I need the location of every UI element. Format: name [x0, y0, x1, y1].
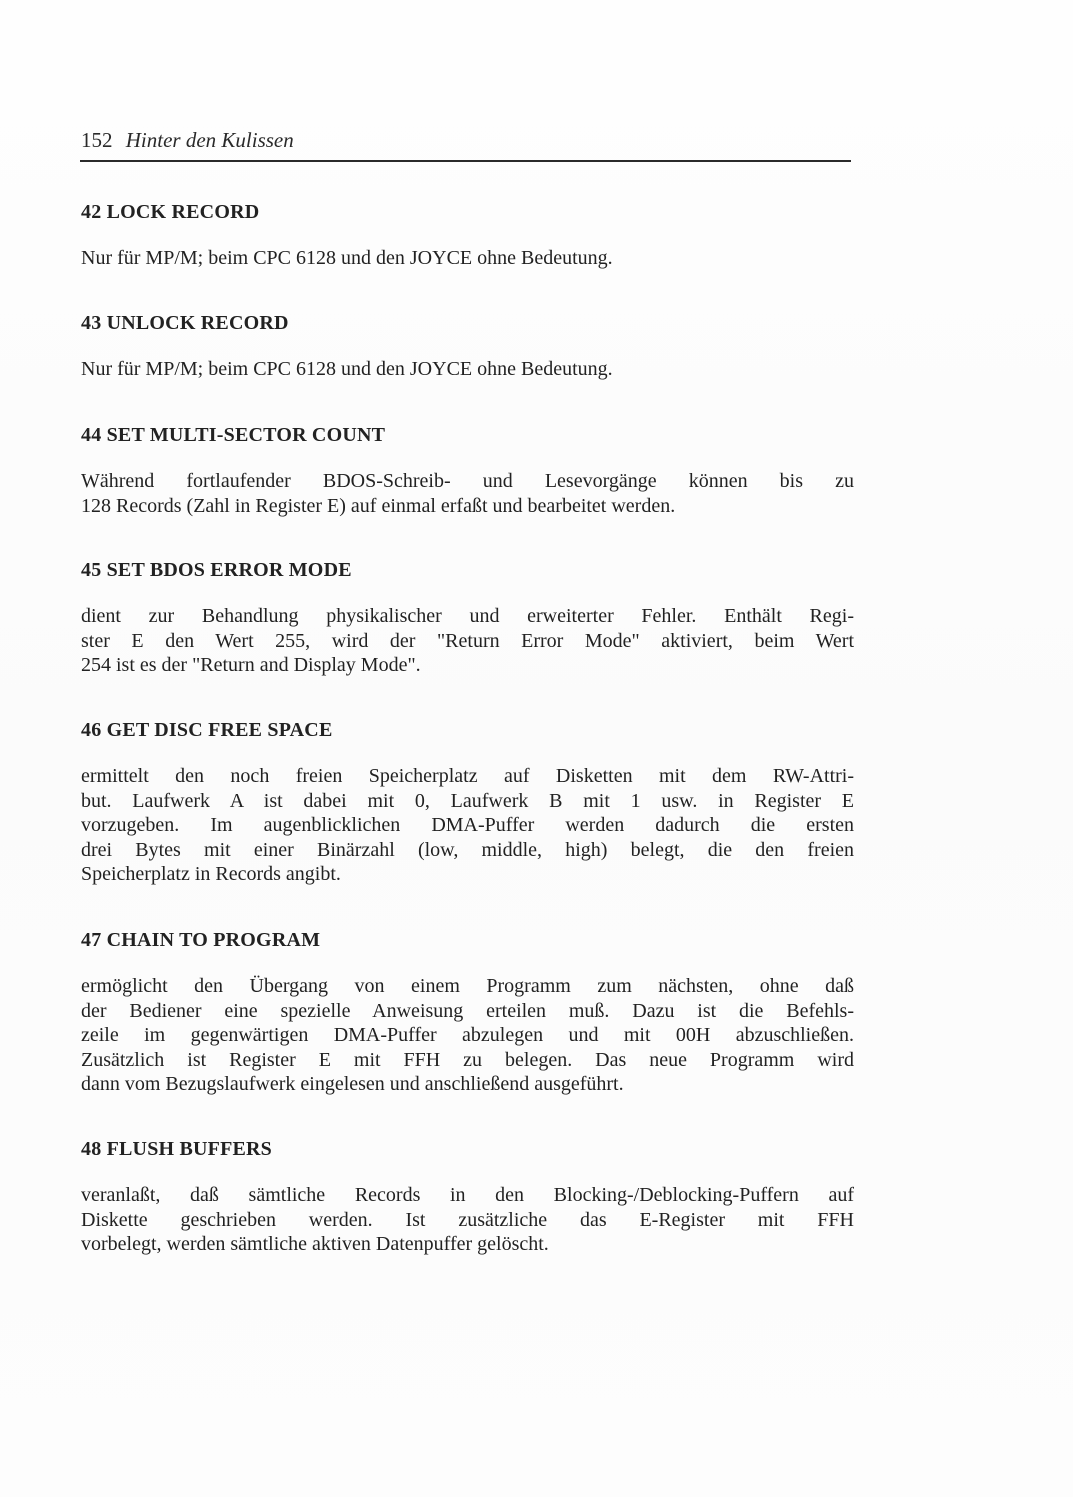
body-line: Diskette geschrieben werden. Ist zusätzliche das E-Register mit FFH [81, 1208, 854, 1231]
body-line: but. Laufwerk A ist dabei mit 0, Laufwerk B mit 1 usw. in Register E [81, 789, 854, 812]
section-48-flush-buffers [81, 1137, 854, 1257]
section-heading: 47 CHAIN TO PROGRAM [81, 929, 321, 951]
body-line: Zusätzlich ist Register E mit FFH zu belegen. Das neue Programm wird [81, 1048, 854, 1071]
body-line: Speicherplatz in Records angibt. [81, 863, 341, 885]
body-line: ermöglicht den Übergang von einem Programm zum nächsten, ohne daß [81, 975, 854, 997]
section-body [81, 469, 854, 518]
section-heading: 45 SET BDOS ERROR MODE [81, 559, 352, 581]
body-line: zeile im gegenwärtigen DMA-Puffer abzulegen und mit 00H abzuschließen. [81, 1024, 854, 1046]
body-line: veranlaßt, daß sämtliche Records in den Blocking-/Deblocking-Puffern auf [81, 1184, 854, 1206]
body-line: dann vom Bezugslaufwerk eingelesen und anschließend ausgeführt. [81, 1073, 624, 1095]
running-header [81, 128, 294, 153]
body-line: ermittelt den noch freien Speicherplatz auf Disketten mit dem RW-Attri- [81, 765, 854, 787]
section-body [81, 357, 854, 382]
section-heading: 43 UNLOCK RECORD [81, 312, 289, 334]
section-body [81, 246, 854, 271]
body-line: ster E den Wert 255, wird der "Return Error Mode" aktiviert, beim Wert [81, 629, 854, 652]
section-body [81, 764, 854, 887]
body-line: Nur für MP/M; beim CPC 6128 und den JOYCE ohne Bedeutung. [81, 358, 613, 380]
body-line: Während fortlaufender BDOS-Schreib- und Lesevorgänge können bis zu [81, 470, 854, 492]
section-heading: 42 LOCK RECORD [81, 201, 260, 223]
running-title: Hinter den Kulissen [125, 128, 294, 152]
section-46-get-disc-free-space [81, 718, 854, 887]
section-42-lock-record [81, 200, 854, 271]
section-44-set-multi-sector-count [81, 423, 854, 518]
body-line: 128 Records (Zahl in Register E) auf einmal erfaßt und bearbeitet werden. [81, 494, 676, 517]
section-47-chain-to-program [81, 928, 854, 1097]
page-number: 152 [81, 128, 113, 152]
section-45-set-bdos-error-mode [81, 558, 854, 678]
section-body [81, 974, 854, 1097]
section-heading: 44 SET MULTI-SECTOR COUNT [81, 424, 386, 446]
body-line: dient zur Behandlung physikalischer und erweiterter Fehler. Enthält Regi- [81, 605, 854, 627]
section-heading: 48 FLUSH BUFFERS [81, 1138, 273, 1160]
body-line: 254 ist es der "Return and Display Mode". [81, 654, 421, 676]
body-line: Nur für MP/M; beim CPC 6128 und den JOYCE ohne Bedeutung. [81, 247, 613, 269]
body-line: der Bediener eine spezielle Anweisung erteilen muß. Dazu ist die Befehls- [81, 999, 854, 1022]
section-heading: 46 GET DISC FREE SPACE [81, 719, 333, 741]
header-rule [80, 160, 851, 162]
body-line: vorzugeben. Im augenblicklichen DMA-Puffer werden dadurch die ersten [81, 814, 854, 836]
body-line: drei Bytes mit einer Binärzahl (low, middle, high) belegt, die den freien [81, 838, 854, 861]
section-body [81, 604, 854, 678]
section-43-unlock-record [81, 311, 854, 382]
section-body [81, 1183, 854, 1257]
body-line: vorbelegt, werden sämtliche aktiven Datenpuffer gelöscht. [81, 1233, 549, 1255]
